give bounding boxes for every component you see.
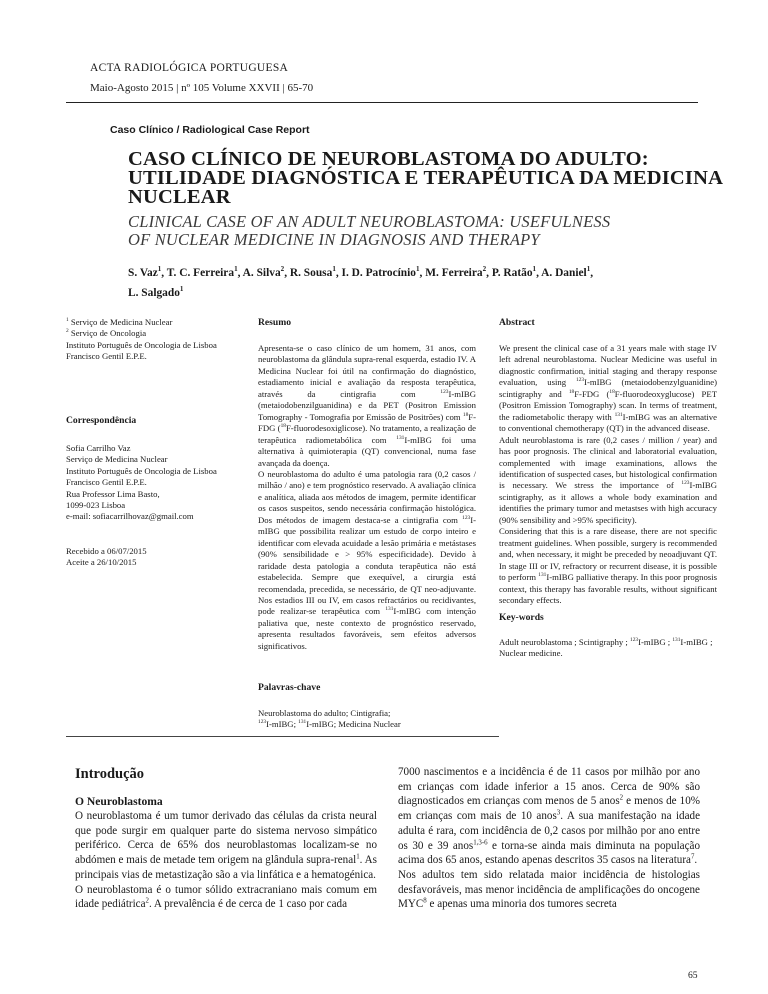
resumo-text [258,343,476,652]
abstract-heading: Abstract [499,317,535,328]
affiliation-2: $^2$ Serviço de Oncologia [66,328,147,339]
correspondence-line: Francisco Gentil E.P.E. [66,477,147,488]
resumo-paragraph-2: O neuroblastoma do adulto é uma patologia rara (0,2 casos / milhão / ano) e tem prognóstico reservado. A avaliação clínica e analítica, aliada aos métodos de imagem, permite identificar os casos suspeitos, sendo necessária confirmação histológica. Dos métodos de imagem destaca-se a cintigrafia com $^{123}$I-mIBG que possibilita realizar um estudo de corpo inteiro e identificar com elevada acuidade a lesão primária e metástases (90% sensibilidade e > 95% especificidade). Devido à raridade desta patologia a conduta terapêutica não está estabelecida. Sempre que exequível, a cirurgia está recomendada, precedida, se necessário, de QT neo-adjuvante. Nos estadios III ou IV, em casos refractários ou recidivantes, pode realizar-se terapêutica com $^{131}$I-mIBG com intenção paliativa que, neste contexto de prognóstico reservado, apresenta resultados favoráveis, sem efeitos adversos significativos. [258,468,476,651]
resumo-paragraph-1: Apresenta-se o caso clínico de um homem, 31 anos, com neuroblastoma da glândula supra-renal esquerda, estadio IV. A Medicina Nuclear foi útil na confirmação do diagnóstico, estadiamento inicial e avaliação da resposta terapêutica, através da cintigrafia com $^{123}$I-mIBG (metaiodobenzilguanidina) e da PET (Positron Emission Tomography - Tomografia por Emissão de Positrões) com $^{18}$F-FDG ($^{18}$F-fluorodesoxiglicose). No tratamento, a realização de terapêutica radiometabólica com $^{131}$I-mIBG foi uma alternativa à quimioterapia (QT) convencional, numa fase avançada da doença. [258,343,476,468]
author: M. Ferreira$^2$ [425,265,487,279]
correspondence-line: Serviço de Medicina Nuclear [66,454,168,465]
title-pt-line: UTILIDADE DIAGNÓSTICA E TERAPÊUTICA DA MEDICINA [128,167,724,189]
correspondence-email: e-mail: sofiacarrilhovaz@gmail.com [66,511,194,522]
right-column-text [398,765,700,912]
abstract-paragraph-2: Adult neuroblastoma is rare (0,2 cases / million / year) and has poor prognosis. The clinical and laboratorial evaluation, complemented with image examinations, allows the identification of suspected cases, but histological confirmation is necessary. We stress the importance of $^{123}$I-mIBG scintigraphy, as it allows a whole body examination and identifies the primary tumor and metastses with high accuracy (90% sensibility and >95% specificity). [499,434,717,525]
title-en-line: OF NUCLEAR MEDICINE IN DIAGNOSIS AND THERAPY [128,230,540,249]
header-rule [66,102,698,103]
author: R. Sousa$^1$ [289,265,336,279]
abstract-text [499,343,717,606]
submission-dates [66,546,236,569]
author: T. C. Ferreira$^1$ [166,265,238,279]
title-pt-line: CASO CLÍNICO DE NEUROBLASTOMA DO ADULTO: [128,148,649,170]
title-pt-line: NUCLEAR [128,186,231,208]
resumo-heading: Resumo [258,317,292,328]
introduction-heading: Introdução [75,766,145,782]
author-line-2 [128,283,708,303]
institute: Instituto Português de Oncologia de Lisboa [66,339,217,350]
institute-line-2: Francisco Gentil E.P.E. [66,351,147,362]
keywords-pt-line-1: Neuroblastoma do adulto; Cintigrafia; [258,708,391,718]
abstract-paragraph-3: Considering that this is a rare disease, there are not specific treatment guidelines. When possible, surgery is recommended and, when necessary, it might be preceded by neoadjuvant QT. In stage III or IV, refractory or recurrent disease, it is possible to perform $^{131}$I-mIBG palliative therapy. In this poor prognosis context, this therapy has favorable results, without significant secondary effects. [499,526,717,605]
author: A. Silva$^2$ [242,265,285,279]
affiliation-1: $^1$ Serviço de Medicina Nuclear [66,317,173,327]
neuroblastoma-subheading: O Neuroblastoma [75,795,163,808]
correspondence-line: Rua Professor Lima Basto, [66,488,160,499]
author-list [128,263,708,303]
affiliations [66,317,236,363]
accepted-date: Aceite a 26/10/2015 [66,557,137,568]
correspondence-address [66,443,246,523]
abstract-paragraph-1: We present the clinical case of a 31 years male with stage IV left adrenal neuroblastoma. Nuclear Medicine was useful in diagnostic confirmation, initial staging and therapy response evaluation, using $^{123}$I-mIBG (metaiodobenzylguanidine) scintigraphy and $^{18}$F-FDG ($^{18}$F-fluorodeoxyglucose) PET (Positron Emission Tomography) scan. In terms of treatment, the radiometabolic therapy with $^{131}$I-mIBG was an alternative to conventional chemotherapy (QT) in the advanced disease. [499,343,718,434]
introduction-text [75,809,377,912]
title-english [128,213,728,249]
keywords-en: Adult neuroblastoma ; Scintigraphy ; $^{123}$I-mIBG ; $^{131}$I-mIBG ; Nuclear medicine. [499,637,713,659]
issue-info: Maio-Agosto 2015 | nº 105 Volume XXVII | 65-70 [90,82,314,94]
author-line-1: S. Vaz$^1$, T. C. Ferreira$^1$, A. Silva$^2$, R. Sousa$^1$, I. D. Patrocínio$^1$, M. Ferreira$^2$, P. Ratão$^1$, A. Daniel$^1$, [128,265,594,279]
author: S. Vaz$^1$ [128,265,162,279]
right-paragraph-2: Nos adultos tem sido relatada maior incidência de histologias desfavoráveis, mas menor incidência de amplificações do oncogene MYC$^8$ e apenas uma minoria dos tumores secreta [398,868,700,911]
keywords-pt-line-2: $^{123}$I-mIBG; $^{131}$I-mIBG; Medicina Nuclear [258,719,401,730]
author: L. Salgado$^1$ [128,285,184,299]
author: A. Daniel$^1$ [541,265,591,279]
keywords-pt [258,708,476,731]
title-en-line: CLINICAL CASE OF AN ADULT NEUROBLASTOMA: USEFULNESS [128,212,611,231]
correspondence-line: 1099-023 Lisboa [66,500,126,511]
correspondence-line: Sofia Carrilho Vaz [66,443,131,453]
correspondence-line: Instituto Português de Oncologia de Lisboa [66,465,217,476]
author: P. Ratão$^1$ [491,265,537,279]
intro-paragraph-1: O neuroblastoma é um tumor derivado das células da crista neural que pode surgir em qualquer parte do sistema nervoso simpático periférico. Cerca de 65% dos neuroblastomas localizam-se no abdómen e mais de metade tem origem na glândula supra-renal$^1$. As principais vias de metastização são a via linfática e a hematogénica. [75,810,377,881]
keywords-pt-heading: Palavras-chave [258,682,321,693]
section-divider [66,736,499,737]
keywords-en-heading: Key-words [499,612,544,623]
journal-name: ACTA RADIOLÓGICA PORTUGUESA [90,62,289,74]
article-type: Caso Clínico / Radiological Case Report [110,124,310,136]
title-portuguese [128,150,728,207]
author: I. D. Patrocínio$^1$ [341,265,420,279]
right-paragraph-1: 7000 nascimentos e a incidência é de 11 casos por milhão por ano em crianças com idade inferior a 15 anos. Cerca de 90% são diagnosticados em crianças com menos de 5 anos$^2$ e menos de 10% em crianças com mais de 10 anos$^3$. A sua manifestação na idade adulta é rara, com incidência de 0,2 casos por milhão por ano entre os 30 e 39 anos$^{1,3-6}$ e torna-se ainda mais diminuta na população acima dos 65 anos, estando apenas descritos 35 casos na literatura$^7$. [398,766,701,867]
intro-paragraph-2: O neuroblastoma é o tumor sólido extracraniano mais comum em idade pediátrica$^2$. A prevalência é de cerca de 1 caso por cada [75,883,377,911]
correspondence-heading: Correspondência [66,415,137,426]
received-date: Recebido a 06/07/2015 [66,546,147,556]
page-number: 65 [688,970,698,981]
